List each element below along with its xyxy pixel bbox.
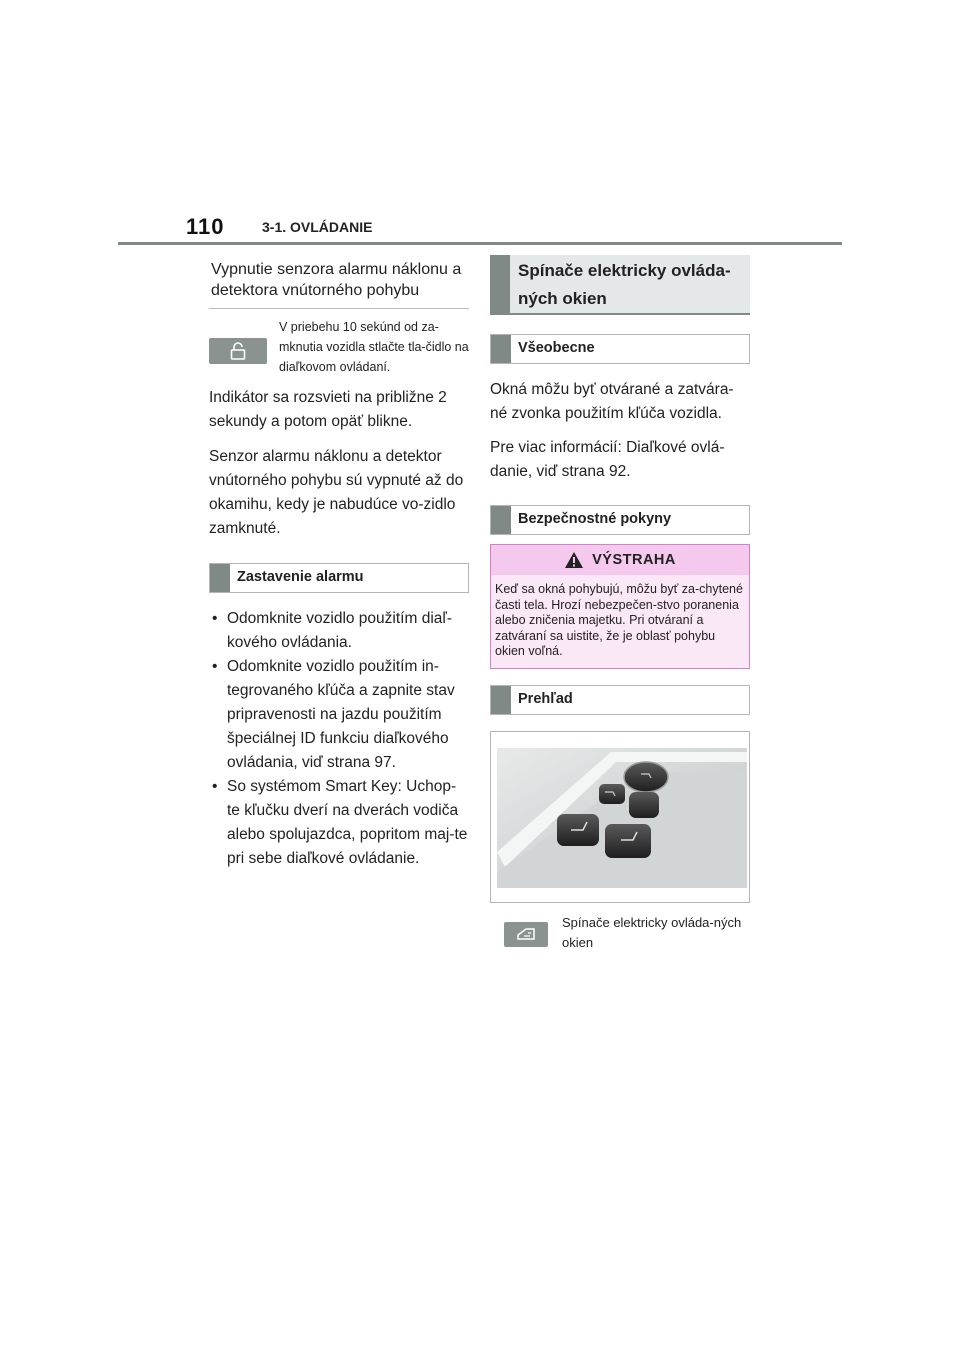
section-heading-stop-alarm: [209, 563, 469, 593]
heading-text: Bezpečnostné pokyny: [518, 511, 672, 527]
heading-text: Prehľad: [518, 690, 573, 707]
heading-marker: [491, 686, 511, 714]
section-heading-power-windows: [490, 255, 750, 315]
list-item: • So systémom Smart Key: Uchop-te kľučku dverí na dverách vodiča alebo spolujazdca, popritom maj-te pri sebe diaľkové ovládanie.: [209, 775, 469, 871]
window-switch-illustration: [490, 731, 750, 903]
subheading-general: [490, 334, 750, 364]
sensor-paragraph: Senzor alarmu náklonu a detektor vnútorného pohybu sú vypnuté až do okamihu, kedy je nabudúce vo-zidlo zamknuté.: [209, 448, 464, 537]
heading-marker: [490, 255, 510, 313]
chapter-title: 3-1. OVLÁDANIE: [262, 219, 373, 235]
warning-box: [490, 544, 750, 669]
section-heading-sensor-off: Vypnutie senzora alarmu náklonu a detektora vnútorného pohybu: [209, 255, 469, 309]
right-column: [490, 255, 750, 953]
caption-text: Spínače elektricky ovláda-ných okien: [562, 914, 742, 950]
heading-marker: [491, 506, 511, 534]
warning-text: Keď sa okná pohybujú, môžu byť za-chytené časti tela. Hrozí nebezpečen-stvo poranenia alebo zničenia majetku. Pri otváraní a zatváraní sa uistite, že je oblasť pohybu okien voľná.: [495, 582, 743, 658]
more-info-paragraph: Pre viac informácií: Diaľkové ovlá-danie, viď strana 92.: [490, 439, 725, 480]
warning-triangle-icon: [564, 551, 584, 569]
heading-text: Zastavenie alarmu: [237, 569, 364, 585]
list-item: • Odomknite vozidlo použitím diaľ-kového ovládania.: [209, 607, 469, 655]
lock-instruction-text: V priebehu 10 sekúnd od za-mknutia vozidla stlačte tla-čidlo na diaľkovom ovládaní.: [279, 320, 469, 374]
lock-icon: [209, 338, 267, 364]
lock-instruction: [209, 317, 469, 377]
stop-alarm-list: [209, 607, 469, 871]
heading-marker: [491, 335, 511, 363]
header-rule: [118, 242, 842, 245]
figure-caption: [490, 913, 750, 953]
warning-header: [491, 545, 749, 575]
subheading-safety: [490, 505, 750, 535]
left-column: [209, 255, 469, 871]
indicator-paragraph: Indikátor sa rozsvieti na približne 2 sekundy a potom opäť blikne.: [209, 389, 447, 430]
heading-text: Všeobecne: [518, 340, 595, 356]
list-item: • Odomknite vozidlo použitím in-tegrovaného kľúča a zapnite stav pripravenosti na jazdu použitím špeciálnej ID funkciu diaľkového ovládania, viď strana 97.: [209, 655, 469, 775]
warning-title: VÝSTRAHA: [592, 552, 676, 568]
general-paragraph: Okná môžu byť otvárané a zatvára-né zvonka použitím kľúča vozidla.: [490, 381, 734, 422]
subheading-overview: [490, 685, 750, 715]
heading-marker: [210, 564, 230, 592]
heading-text: Spínače elektricky ovláda-ných okien: [518, 261, 731, 308]
window-switch-icon: [504, 922, 548, 947]
page-number: 110: [186, 214, 225, 239]
